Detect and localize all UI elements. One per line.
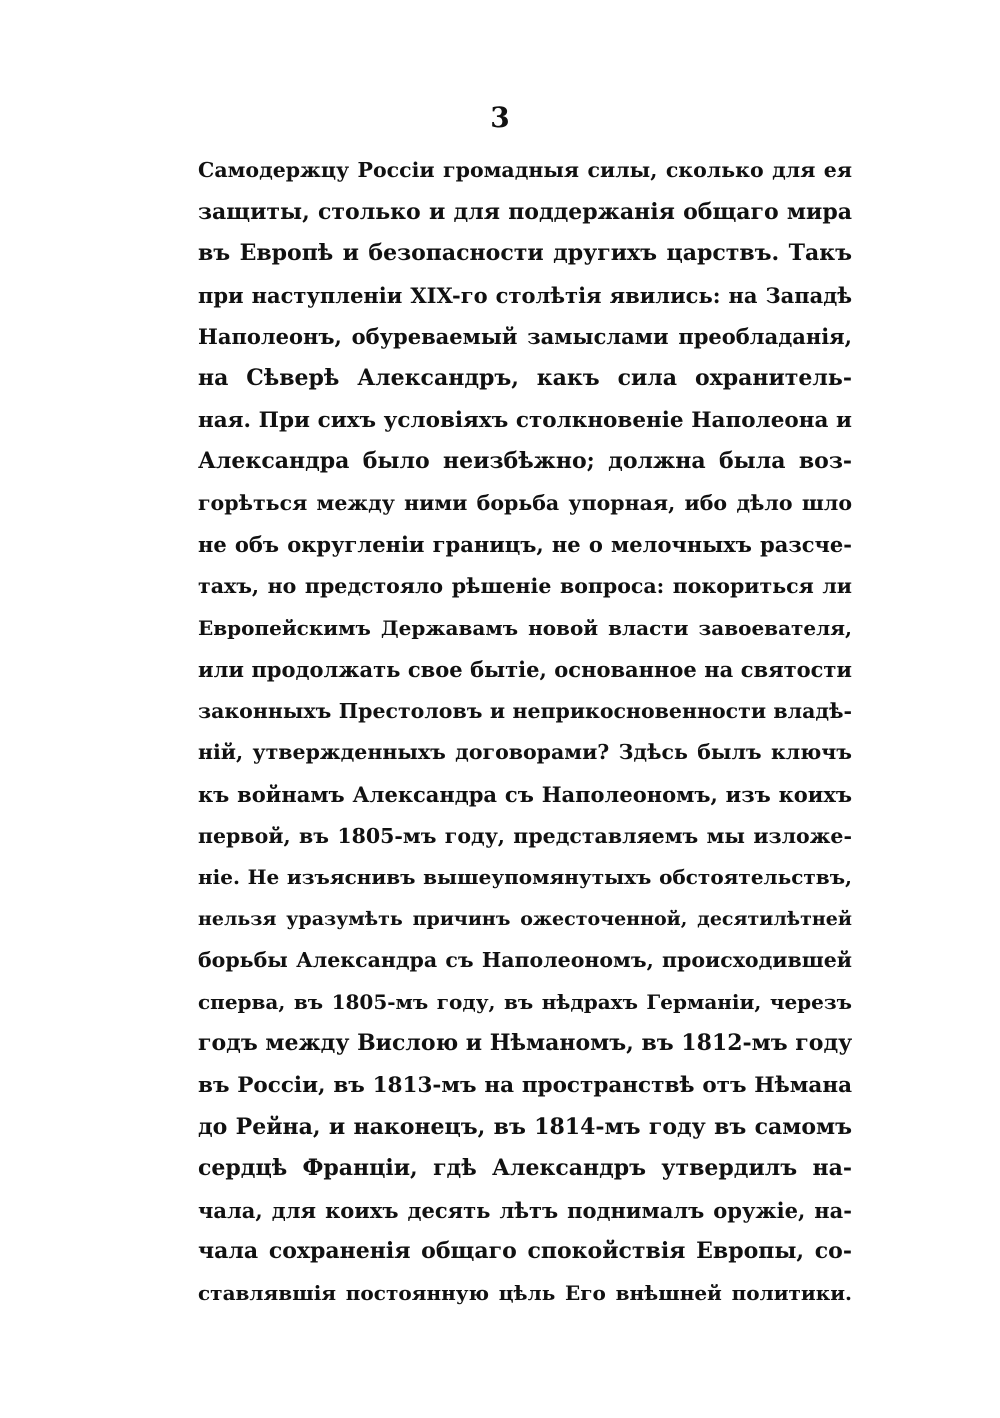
text-line: въ Европѣ и безопасности другихъ царствъ. Такъ bbox=[198, 240, 852, 267]
text-line: тахъ, но предстояло рѣшеніе вопроса: покориться ли bbox=[198, 573, 852, 598]
text-line: борьбы Александра съ Наполеономъ, происходившей bbox=[198, 948, 852, 973]
text-line: горѣться между ними борьба упорная, ибо дѣло шло bbox=[198, 490, 852, 515]
text-line: не объ округленіи границъ, не о мелочныхъ разсче- bbox=[198, 532, 852, 558]
text-line: Европейскимъ Державамъ новой власти завоевателя, bbox=[198, 615, 852, 640]
text-line: чала, для коихъ десять лѣтъ поднималъ оружіе, на- bbox=[198, 1197, 852, 1223]
text-line: годъ между Вислою и Нѣманомъ, въ 1812-мъ году bbox=[198, 1030, 853, 1057]
page-number: 3 bbox=[490, 101, 510, 134]
text-line: въ Россіи, въ 1813-мъ на пространствѣ отъ Нѣмана bbox=[198, 1073, 852, 1099]
text-line: ная. При сихъ условіяхъ столкновеніе Наполеона и bbox=[198, 407, 852, 433]
text-line: ній, утвержденныхъ договорами? Здѣсь былъ ключъ bbox=[198, 740, 852, 765]
text-line: Александра было неизбѣжно; должна была воз- bbox=[198, 448, 852, 475]
text-line: чала сохраненія общаго спокойствія Европы, со- bbox=[198, 1238, 852, 1265]
text-line: ніе. Не изъяснивъ вышеупомянутыхъ обстоятельствъ, bbox=[198, 865, 852, 890]
text-line: Самодержцу Россіи громадныя силы, сколько для ея bbox=[198, 158, 852, 182]
text-line: защиты, столько и для поддержанія общаго мира bbox=[198, 198, 852, 225]
text-line: или продолжать свое бытіе, основанное на святости bbox=[198, 657, 852, 683]
text-line: къ войнамъ Александра съ Наполеономъ, изъ коихъ bbox=[198, 781, 852, 807]
body-text bbox=[198, 150, 852, 1315]
text-line: первой, въ 1805-мъ году, представляемъ мы изложе- bbox=[198, 823, 852, 848]
text-line: при наступленіи XIX-го столѣтія явились: на Западѣ bbox=[198, 282, 852, 308]
text-line: до Рейна, и наконецъ, въ 1814-мъ году въ самомъ bbox=[198, 1113, 852, 1140]
text-line: Наполеонъ, обуреваемый замыслами преобладанія, bbox=[198, 324, 852, 350]
text-line: на Сѣверѣ Александръ, какъ сила охранитель- bbox=[198, 364, 852, 391]
text-line: законныхъ Престоловъ и неприкосновенности владѣ- bbox=[198, 698, 852, 723]
text-line: ставлявшія постоянную цѣль Его внѣшней политики. bbox=[198, 1281, 852, 1306]
text-line: сердцѣ Франціи, гдѣ Александръ утвердилъ на- bbox=[198, 1155, 852, 1182]
text-line: нельзя уразумѣть причинъ ожесточенной, десятилѣтней bbox=[198, 907, 852, 930]
text-line: сперва, въ 1805-мъ году, въ нѣдрахъ Германіи, черезъ bbox=[198, 989, 852, 1014]
